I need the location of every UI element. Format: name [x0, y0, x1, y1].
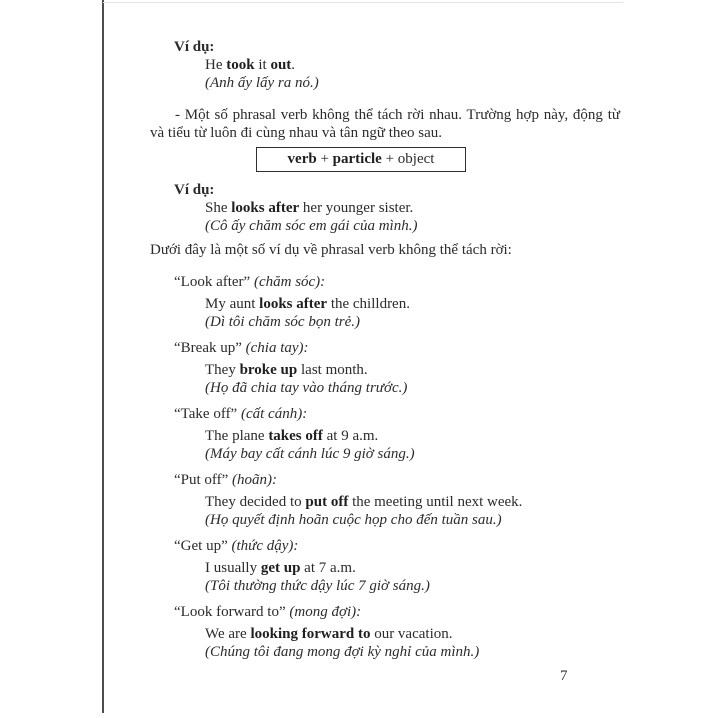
example-label: Ví dụ:	[174, 182, 215, 198]
entry-translation: (Họ quyết định hoãn cuộc họp cho đến tuần sau.)	[205, 512, 502, 528]
entry-heading	[174, 463, 620, 489]
example-translation: (Cô ấy chăm sóc em gái của mình.)	[205, 218, 418, 234]
formula-box-wrapper	[150, 147, 620, 172]
entry-example: We are looking forward to our vacation.	[205, 626, 453, 642]
entry-gloss: (cất cánh):	[240, 406, 308, 422]
entry-translation: (Tôi thường thức dậy lúc 7 giờ sáng.)	[205, 578, 430, 594]
phrasal-verb-entry	[150, 529, 620, 595]
phrasal-verb-entry	[150, 265, 620, 331]
phrasal-verb-entry	[150, 595, 620, 661]
phrasal-verb-entry	[150, 463, 620, 529]
entry-heading	[174, 529, 620, 555]
example-label: Ví dụ:	[174, 39, 215, 55]
entry-gloss: (hoãn):	[232, 472, 278, 488]
example-translation: (Anh ấy lấy ra nó.)	[205, 75, 319, 91]
entry-gloss: (chăm sóc):	[253, 274, 326, 290]
entry-translation: (Máy bay cất cánh lúc 9 giờ sáng.)	[205, 446, 415, 462]
entry-phrase: “Put off”	[174, 472, 233, 488]
formula-box: verb + particle + object	[256, 147, 466, 172]
example-sentence: He took it out.	[205, 57, 296, 73]
entry-heading	[174, 595, 620, 621]
entry-translation: (Dì tôi chăm sóc bọn trẻ.)	[205, 314, 360, 330]
entry-example: They broke up last month.	[205, 362, 368, 378]
entry-heading	[174, 397, 620, 423]
list-intro: Dưới đây là một số ví dụ về phrasal verb không thể tách rời:	[150, 242, 512, 258]
entry-gloss: (mong đợi):	[289, 604, 362, 620]
entry-phrase: “Take off”	[174, 406, 241, 422]
entry-translation: (Chúng tôi đang mong đợi kỳ nghỉ của mình.)	[205, 644, 480, 660]
entry-gloss: (chia tay):	[245, 340, 309, 356]
entry-phrase: “Break up”	[174, 340, 246, 356]
page-top-hairline	[103, 2, 623, 3]
example-sentence: She looks after her younger sister.	[205, 200, 414, 216]
phrasal-verb-entry	[150, 331, 620, 397]
entry-heading	[174, 331, 620, 357]
entry-heading	[174, 265, 620, 291]
entry-example: They decided to put off the meeting until next week.	[205, 494, 523, 510]
entry-example: I usually get up at 7 a.m.	[205, 560, 356, 576]
page-content	[150, 34, 620, 661]
phrasal-verb-entry	[150, 397, 620, 463]
entry-example: The plane takes off at 9 a.m.	[205, 428, 379, 444]
body-paragraph: - Một số phrasal verb không thể tách rời nhau. Trường hợp này, động từ và tiểu từ luôn đi cùng nhau và tân ngữ theo sau.	[150, 107, 620, 141]
entry-translation: (Họ đã chia tay vào tháng trước.)	[205, 380, 408, 396]
entry-phrase: “Look after”	[174, 274, 254, 290]
book-spine-edge	[102, 0, 104, 713]
page-number: 7	[560, 668, 568, 684]
entry-phrase: “Look forward to”	[174, 604, 290, 620]
entry-phrase: “Get up”	[174, 538, 232, 554]
second-example-block	[150, 177, 620, 235]
entry-gloss: (thức dậy):	[231, 538, 299, 554]
entry-example: My aunt looks after the chilldren.	[205, 296, 410, 312]
